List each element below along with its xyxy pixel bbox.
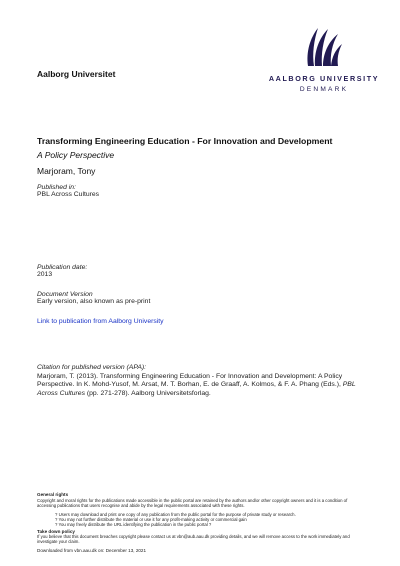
citation-block	[37, 364, 367, 398]
takedown-text: If you believe that this document breaches copyright please contact us at vbn@aub.aau.dk providing details, and we will remove access to the work immediately and investigate your claim.	[37, 534, 350, 545]
document-version-label: Document Version	[37, 291, 93, 298]
published-in-value: PBL Across Cultures	[37, 191, 100, 198]
university-logo	[268, 24, 380, 98]
publication-subtitle: A Policy Perspective	[37, 150, 115, 160]
publication-title: Transforming Engineering Education - For Innovation and Development	[37, 136, 333, 146]
citation-text-before: Marjoram, T. (2013). Transforming Engineering Education - For Innovation and Development: A Policy Perspective. In K. Mohd-Yusof, M. Arsat, M. T. Borhan, E. de Graaff, A. Kolmos, & F. A. Phang (Eds.),	[37, 372, 343, 388]
published-in-block	[37, 184, 99, 198]
logo-country: DENMARK	[299, 86, 349, 93]
logo-wordmark: AALBORG UNIVERSITY	[268, 74, 380, 83]
downloaded-note: Downloaded from vbn.aau.dk on: December 13, 2021	[37, 548, 147, 553]
citation-book-title: PBL Across Cultures	[37, 381, 356, 397]
rights-bullet-item: ? You may freely distribute the URL identifying the publication in the public portal ?	[55, 522, 212, 528]
publication-date-label: Publication date:	[37, 264, 88, 271]
citation-text	[37, 373, 367, 399]
published-in-label: Published in:	[37, 184, 76, 191]
general-rights-heading: General rights	[37, 492, 69, 497]
publication-date-block	[37, 264, 87, 278]
publication-link[interactable]: Link to publication from Aalborg University	[37, 318, 164, 325]
rights-bullet-item: ? You may not further distribute the material or use it for any profit-making activity or commercial gain	[55, 517, 247, 523]
document-version-block	[37, 291, 150, 305]
takedown-heading: Take down policy	[37, 528, 75, 534]
publication-author: Marjoram, Tony	[37, 166, 96, 176]
citation-label: Citation for published version (APA):	[37, 364, 147, 371]
general-rights-text: Copyright and moral rights for the publications made accessible in the public portal are retained by the authors and/or other copyright owners and it is a condition of accessing publications that users recognise and abide by the legal requirements associated with these rights.	[37, 497, 348, 508]
university-seal-icon	[302, 24, 344, 68]
citation-text-after: (pp. 271-278). Aalborg Universitetsforlag.	[86, 389, 211, 397]
rights-bullets	[37, 512, 367, 528]
rights-bullet-item: ? Users may download and print one copy of any publication from the public portal for the purpose of private study or research.	[55, 512, 296, 517]
general-rights-block	[37, 492, 367, 545]
document-version-value: Early version, also known as pre-print	[37, 298, 151, 305]
institution-name: Aalborg Universitet	[37, 69, 116, 79]
publication-date-value: 2013	[37, 271, 53, 278]
